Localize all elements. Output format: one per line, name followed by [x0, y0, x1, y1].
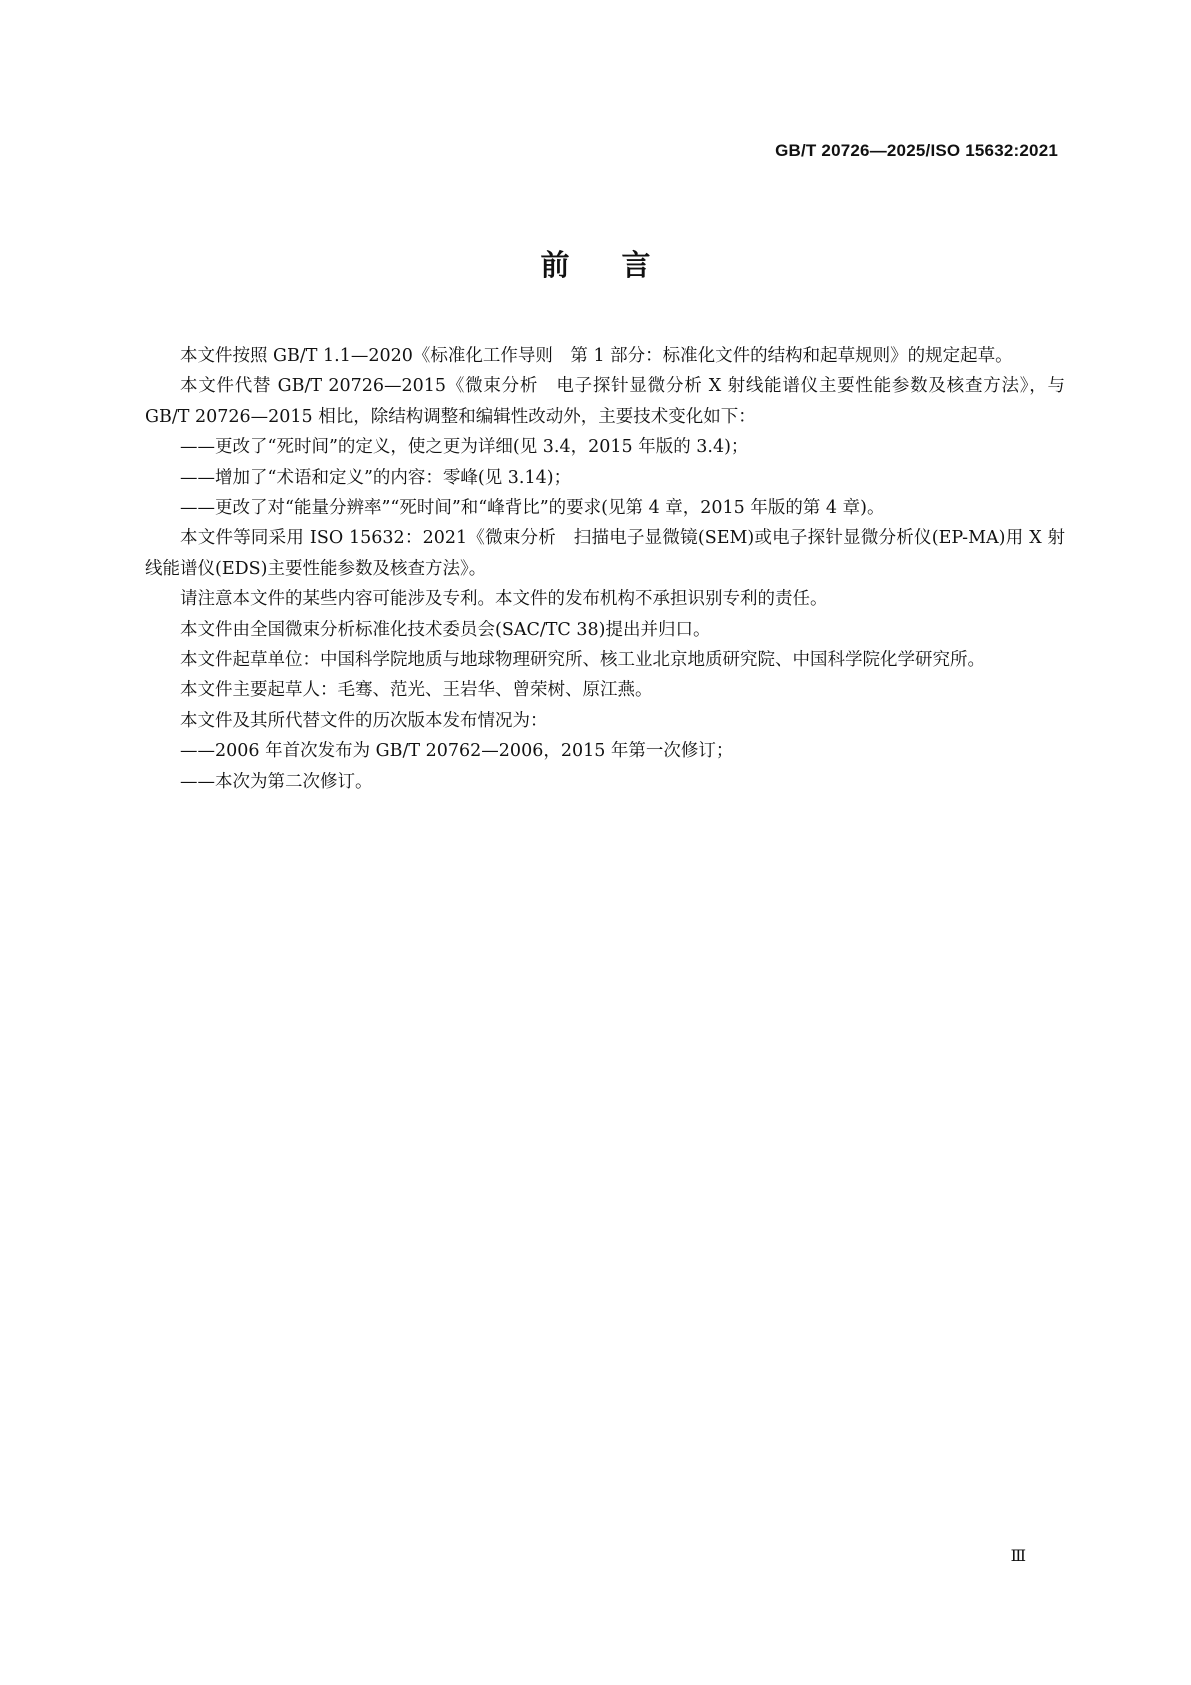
paragraph-replacement: 本文件代替 GB/T 20726—2015《微束分析 电子探针显微分析 X 射线能谱仪主要性能参数及核查方法》，与 GB/T 20726—2015 相比，除结构调整和编辑性改动外，主要技术变化如下：	[145, 376, 1065, 427]
change-item-dead-time: ——更改了“死时间”的定义，使之更为详细(见 3.4，2015 年版的 3.4)；	[180, 437, 749, 458]
page-number: Ⅲ	[1010, 1548, 1026, 1565]
history-item-current: ——本次为第二次修订。	[180, 771, 373, 792]
paragraph-committee: 本文件由全国微束分析标准化技术委员会(SAC/TC 38)提出并归口。	[180, 619, 711, 640]
paragraph-version-history: 本文件及其所代替文件的历次版本发布情况为：	[180, 710, 548, 731]
paragraph-drafting-rules: 本文件按照 GB/T 1.1—2020《标准化工作导则 第 1 部分：标准化文件的结构和起草规则》的规定起草。	[180, 346, 1013, 366]
change-item-zero-peak: ——增加了“术语和定义”的内容：零峰(见 3.14)；	[180, 467, 572, 488]
document-body	[145, 341, 1065, 797]
page-title: 前言	[540, 248, 703, 282]
history-item-2006: ——2006 年首次发布为 GB/T 20762—2006，2015 年第一次修订；	[180, 741, 734, 762]
paragraph-drafting-units: 本文件起草单位：中国科学院地质与地球物理研究所、核工业北京地质研究院、中国科学院化学研究所。	[180, 650, 985, 671]
standard-number-header: GB/T 20726—2025/ISO 15632:2021	[775, 141, 1058, 160]
paragraph-patent-notice: 请注意本文件的某些内容可能涉及专利。本文件的发布机构不承担识别专利的责任。	[180, 589, 828, 610]
paragraph-drafters: 本文件主要起草人：毛骞、范光、王岩华、曾荣树、原江燕。	[180, 680, 653, 701]
paragraph-iso-adoption: 本文件等同采用 ISO 15632：2021《微束分析 扫描电子显微镜(SEM)或电子探针显微分析仪(EP-MA)用 X 射线能谱仪(EDS)主要性能参数及核查方法》。	[145, 528, 1065, 579]
change-item-requirements: ——更改了对“能量分辨率”“死时间”和“峰背比”的要求(见第 4 章，2015 年版的第 4 章)。	[180, 498, 885, 519]
